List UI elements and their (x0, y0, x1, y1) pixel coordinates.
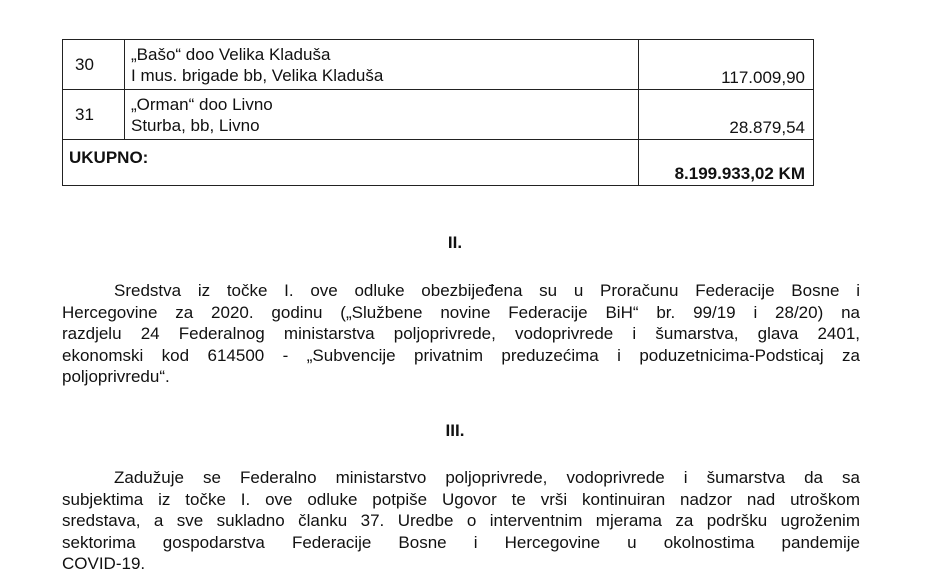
paragraph-line: ekonomski kod 614500 - „Subvencije privatnim preduzećima i poduzetnicima-Podsticaj za (62, 345, 860, 365)
amount-cell (639, 40, 814, 90)
total-amount: 8.199.933,02 KM (674, 164, 805, 183)
paragraph-line: Sredstva iz točke I. ove odluke obezbijeđena su u Proračunu Federacije Bosne i (114, 281, 860, 300)
section-heading-2: II. (447, 233, 463, 252)
row-number-cell (63, 90, 125, 140)
paragraph-line: Zadužuje se Federalno ministarstvo poljoprivrede, vodoprivrede i šumarstva da sa (114, 468, 860, 487)
paragraph-line: Hercegovine za 2020. godinu („Službene novine Federacije BiH“ br. 99/19 i 28/20) na (62, 302, 860, 322)
row-number-cell (63, 40, 125, 90)
paragraph-line: COVID-19. (62, 554, 146, 573)
paragraph-line: subjektima iz točke I. ove odluke potpiše Ugovor te vrši kontinuiran nadzor nad utroškom (62, 489, 860, 509)
amount-cell (639, 90, 814, 140)
table-row (63, 90, 814, 140)
section-2-paragraph (62, 280, 860, 388)
total-label: UKUPNO: (69, 148, 149, 167)
total-row (63, 140, 814, 186)
beneficiaries-table (62, 39, 814, 186)
amount-value: 117.009,90 (721, 68, 805, 87)
amount-value: 28.879,54 (729, 118, 805, 137)
row-number: 31 (75, 105, 94, 124)
total-amount-cell (639, 140, 814, 186)
paragraph-line: sredstava, a sve sukladno članku 37. Uredbe o interventnim mjerama za podršku ugroženim (62, 511, 860, 530)
table-row (63, 40, 814, 90)
total-label-cell (63, 140, 639, 186)
company-cell (125, 40, 639, 90)
row-number: 30 (75, 55, 94, 74)
paragraph-line: razdjelu 24 Federalnog ministarstva poljoprivrede, vodoprivrede i šumarstva, glava 2401, (62, 324, 860, 343)
paragraph-line: poljoprivredu“. (62, 367, 170, 386)
company-address: I mus. brigade bb, Velika Kladuša (131, 66, 384, 85)
company-name: „Orman“ doo Livno (131, 95, 273, 114)
section-heading-3: III. (445, 421, 465, 440)
section-3-paragraph (62, 467, 860, 575)
company-address: Sturba, bb, Livno (131, 116, 260, 135)
company-name: „Bašo“ doo Velika Kladuša (131, 45, 331, 64)
paragraph-line: sektorima gospodarstva Federacije Bosne i Hercegovine u okolnostima pandemije (62, 532, 860, 552)
company-cell (125, 90, 639, 140)
